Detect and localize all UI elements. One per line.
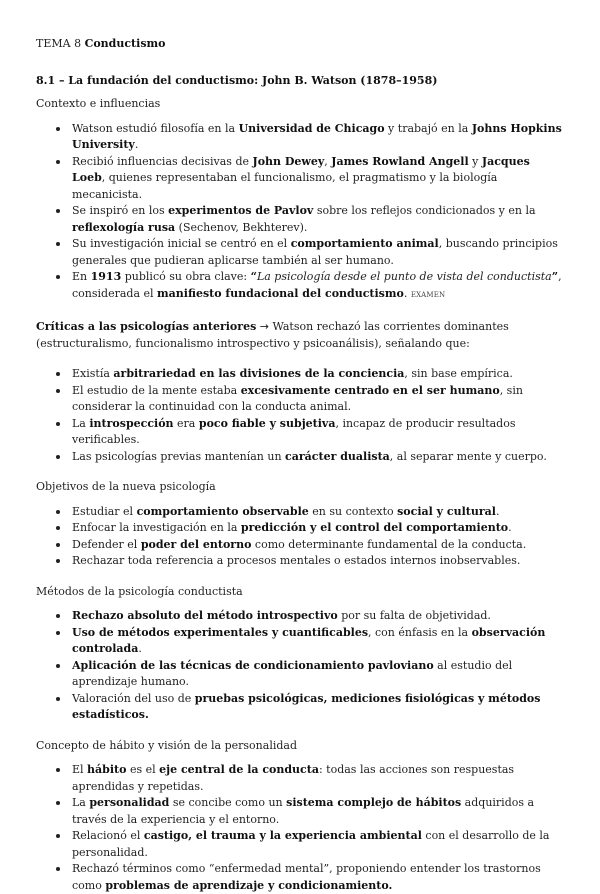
text-span: es el (126, 763, 160, 776)
list-item (36, 203, 566, 236)
text-span: con el desarrollo de la personalidad. (72, 829, 550, 859)
doc-title (36, 36, 566, 53)
text-span: . (134, 138, 139, 151)
list-item (36, 236, 566, 269)
list-contexto (36, 121, 566, 304)
text-span: , (324, 154, 332, 168)
text-span: En (72, 270, 91, 283)
bold-text: carácter dualista (285, 449, 390, 463)
text-span: como determinante fundamental de la conducta. (251, 537, 527, 551)
text-span: al estudio del aprendizaje humano. (72, 658, 513, 688)
list-habito (36, 762, 566, 894)
text-span: La (72, 796, 90, 809)
list-item (36, 795, 566, 828)
heading-contexto: Contexto e influencias (36, 97, 161, 110)
text-span: Valoración del uso de (72, 691, 195, 705)
text-span: y (468, 154, 482, 168)
bold-text: Uso de métodos experimentales y cuantificables (72, 625, 369, 639)
bold-text: hábito (87, 763, 127, 776)
heading-objetivos: Objetivos de la nueva psicología (36, 480, 216, 493)
text-span: Recibió influencias decisivas de (72, 154, 253, 168)
bold-text: Johns Hopkins University (72, 121, 562, 151)
text-span: , sin base empírica. (404, 367, 513, 380)
arrow-icon: → (256, 320, 273, 333)
bold-text: Universidad de Chicago (238, 121, 385, 135)
bold-text: sistema complejo de hábitos (286, 796, 462, 809)
text-span: , sin considerar la continuidad con la conducta animal. (72, 383, 523, 413)
text-span: Las psicologías previas mantenían un (72, 449, 286, 463)
text-span: Defender el (72, 537, 141, 551)
text-span: : todas las acciones son respuestas aprendidas y repetidas. (72, 763, 515, 793)
text-span: La (72, 416, 90, 430)
list-item (36, 691, 566, 724)
list-item (36, 861, 566, 894)
text-span: adquiridos a través de la experiencia y el entorno. (72, 796, 535, 826)
text-span: , considerada el (72, 270, 562, 300)
tema-label: TEMA 8 (36, 37, 82, 50)
text-span: Se inspiró en los (72, 204, 169, 217)
list-item (36, 269, 566, 303)
list-item (36, 553, 566, 570)
bold-text: experimentos de Pavlov (168, 204, 314, 217)
list-item (36, 504, 566, 521)
bold-text: Rechazo absoluto del método introspectivo (72, 609, 338, 622)
list-criticas (36, 366, 566, 465)
text-span: , incapaz de producir resultados verificables. (72, 416, 516, 446)
text-span: por su falta de objetividad. (337, 609, 491, 622)
bold-text: poco fiable y subjetiva (198, 416, 336, 430)
text-span: Relacionó el (72, 829, 144, 842)
list-item (36, 762, 566, 795)
text-span: , con énfasis en la (368, 625, 472, 639)
bold-text: Críticas a las psicologías anteriores (36, 320, 257, 333)
list-item (36, 366, 566, 383)
bold-text: eje central de la conducta (159, 763, 319, 776)
list-metodos (36, 608, 566, 724)
text-span: (Sechenov, Bekhterev). (175, 220, 308, 234)
bold-text: James Rowland Angell (331, 154, 469, 168)
list-item (36, 416, 566, 449)
bold-text: ” (551, 270, 559, 283)
text-span: El estudio de la mente estaba (72, 383, 241, 397)
text-span: se concibe como un (169, 796, 287, 809)
bold-text: manifiesto fundacional del conductismo (157, 286, 404, 300)
list-item (36, 121, 566, 154)
list-item (36, 520, 566, 537)
bold-text: introspección (89, 416, 174, 430)
text-span: Watson estudió filosofía en la (72, 121, 239, 135)
list-item (36, 154, 566, 204)
text-span: , quienes representaban el funcionalismo, el pragmatismo y la biología mecanicista. (72, 171, 498, 201)
list-objetivos (36, 504, 566, 570)
text-span: . (495, 504, 500, 518)
text-span: Su investigación inicial se centró en el (72, 237, 291, 250)
text-span: Estudiar el (72, 504, 137, 518)
bold-text: excesivamente centrado en el ser humano (240, 383, 500, 397)
list-item (36, 537, 566, 554)
italic-text: La psicología desde el punto de vista del conductista (256, 270, 552, 283)
text-span: Rechazar toda referencia a procesos mentales o estados internos inobservables. (72, 554, 521, 567)
text-span: . (403, 286, 411, 300)
text-span: Watson rechazó las corrientes dominantes (estructuralismo, funcionalismo introspectivo y psicoanálisis), señalando que: (36, 320, 509, 350)
text-span: , buscando principios generales que pudieran aplicarse también al ser humano. (72, 237, 558, 267)
document-page (36, 36, 566, 894)
text-span: , al separar mente y cuerpo. (389, 449, 547, 463)
text-span: Enfocar la investigación en la (72, 521, 241, 534)
section-title: 8.1 – La fundación del conductismo: John B. Watson (1878–1958) (36, 73, 438, 87)
text-span: era (173, 416, 199, 430)
bold-text: Jacques Loeb (72, 154, 530, 184)
text-span: sobre los reflejos condicionados y en la (313, 204, 536, 217)
text-span: en su contexto (308, 504, 398, 518)
heading-habito: Concepto de hábito y visión de la personalidad (36, 738, 297, 752)
bold-text: Aplicación de las técnicas de condicionamiento pavloviano (72, 658, 434, 672)
list-item (36, 449, 566, 466)
list-item (36, 828, 566, 861)
list-item (36, 383, 566, 416)
text-span: publicó su obra clave: (121, 270, 251, 283)
list-item (36, 608, 566, 625)
text-span: El (72, 763, 88, 776)
bold-text: castigo, el trauma y la experiencia ambiental (143, 829, 422, 842)
bold-text: comportamiento animal (290, 237, 439, 250)
bold-text: social y cultural (397, 504, 496, 518)
list-item (36, 658, 566, 691)
bold-text: 1913 (90, 270, 122, 283)
text-span: . (138, 642, 142, 655)
bold-text: observación controlada (72, 625, 546, 655)
text-span: Existía (72, 367, 114, 380)
bold-text: personalidad (89, 796, 170, 809)
exam-tag: EXAMEN (410, 290, 446, 299)
text-span: y trabajó en la (384, 121, 472, 135)
bold-text: problemas de aprendizaje y condicionamiento. (105, 878, 393, 892)
text-span: . (508, 521, 512, 534)
criticas-lead (36, 319, 566, 352)
bold-text: arbitrariedad en las divisiones de la conciencia (113, 367, 405, 380)
topic-title: Conductismo (84, 37, 166, 50)
bold-text: predicción y el control del comportamiento (240, 521, 509, 534)
bold-text: poder del entorno (140, 537, 252, 551)
bold-text: comportamiento observable (136, 504, 309, 518)
bold-text: “ (250, 270, 257, 283)
list-item (36, 625, 566, 658)
bold-text: John Dewey (252, 154, 325, 168)
bold-text: reflexología rusa (72, 220, 176, 234)
heading-metodos: Métodos de la psicología conductista (36, 584, 243, 598)
bold-text: pruebas psicológicas, mediciones fisiológicas y métodos estadísticos. (72, 691, 541, 721)
text-span: Rechazó términos como “enfermedad mental”, proponiendo entender los trastornos como (72, 862, 541, 892)
